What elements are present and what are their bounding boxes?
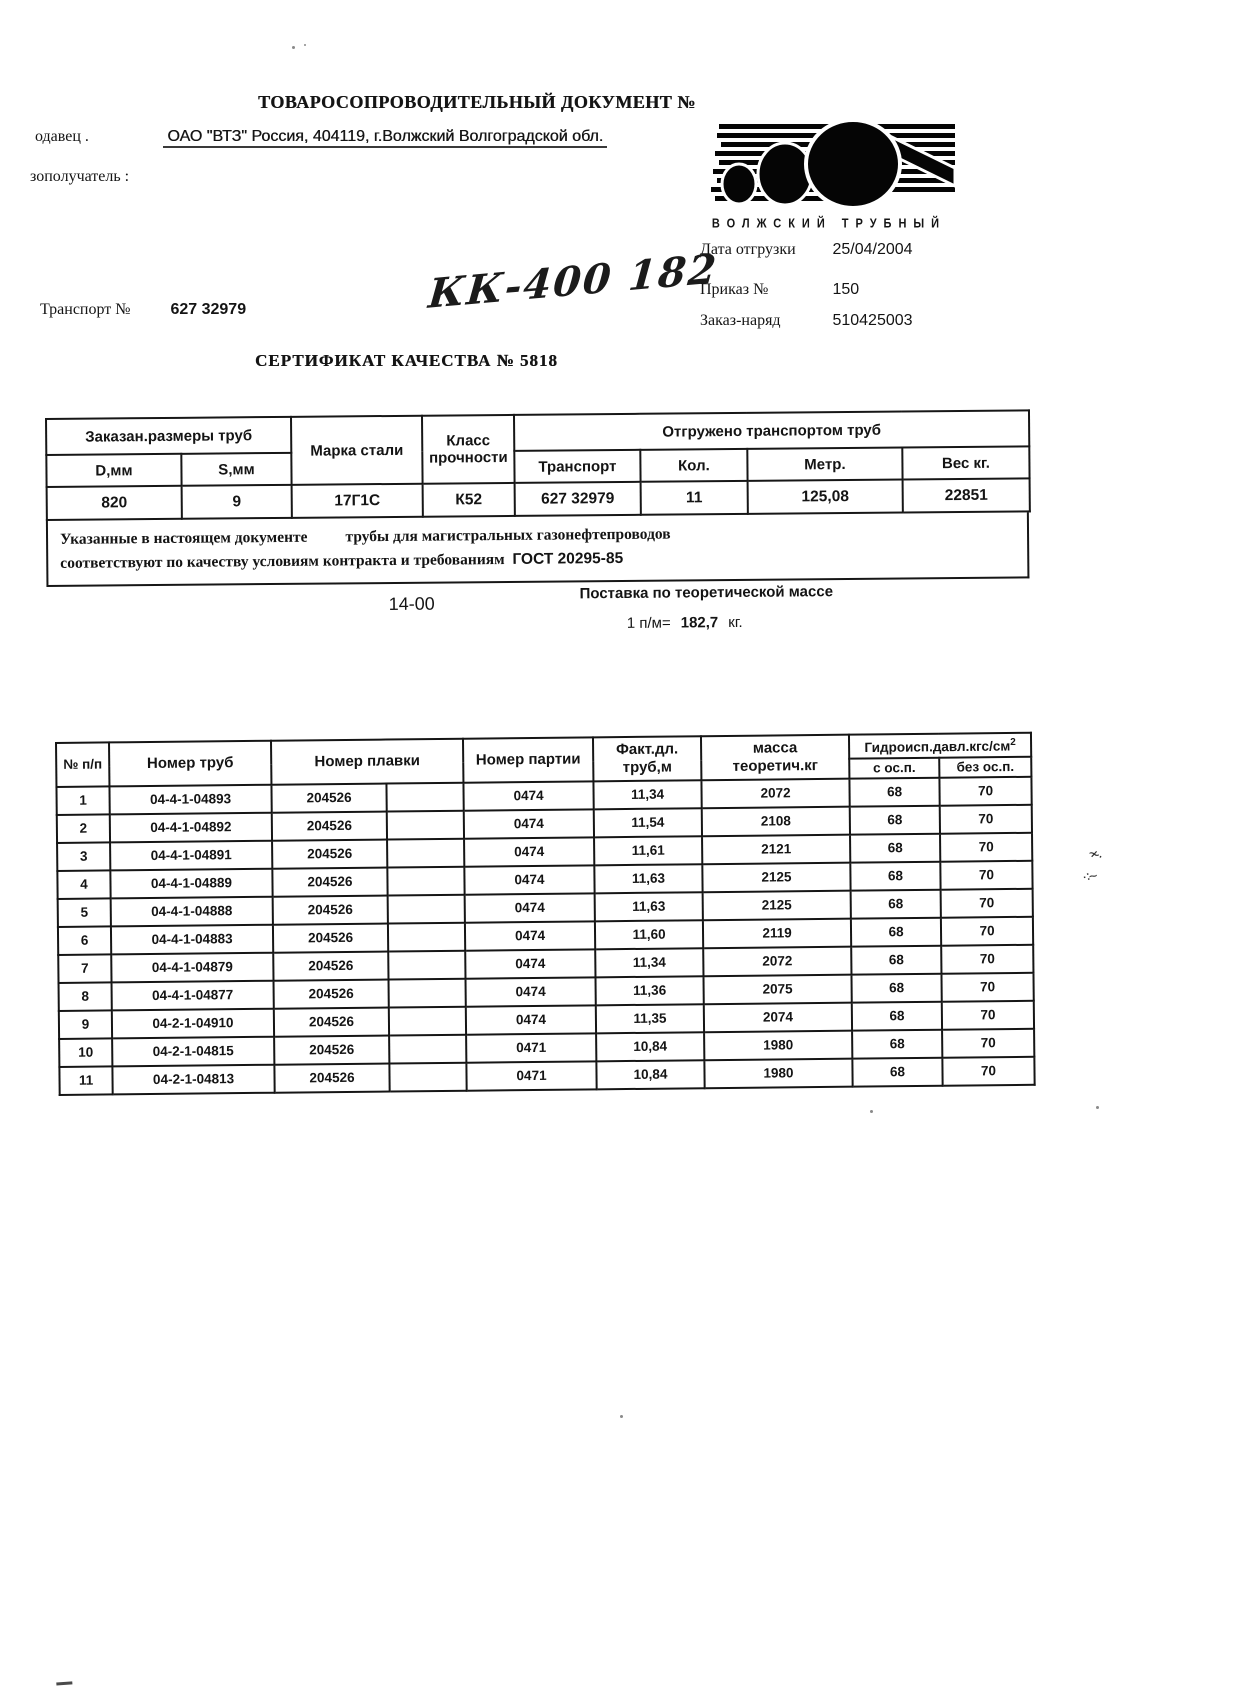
pipe-cell: 04-4-1-04893	[109, 784, 271, 814]
pipe-cell: 11,60	[595, 920, 703, 949]
pipe-cell: 11,35	[596, 1004, 704, 1033]
summary-class-value: К52	[423, 483, 515, 517]
summary-transport-value: 627 32979	[515, 482, 641, 516]
header-s-mm: S,мм	[181, 453, 291, 486]
pipe-cell: 5	[58, 898, 111, 927]
summary-s-value: 9	[182, 485, 292, 519]
pipe-cell: 10,84	[596, 1060, 704, 1089]
header-d-mm: D,мм	[46, 454, 181, 487]
summary-quantity-value: 11	[641, 481, 748, 515]
pipe-cell: 4	[57, 870, 110, 899]
work-order-row	[700, 312, 1040, 330]
pipe-cell: 0474	[464, 865, 594, 894]
statement-line-2: соответствуют по качеству условиям контракта и требованиям ГОСТ 20295-85	[60, 549, 624, 572]
header-steel-grade: Марка стали	[291, 416, 423, 485]
order-label: Приказ №	[700, 281, 769, 298]
pipe-cell: 68	[851, 973, 941, 1002]
summary-weight-value: 22851	[903, 478, 1030, 512]
quality-statement	[46, 512, 1030, 587]
seller-row	[35, 128, 607, 146]
logo-caption: ВОЛЖСКИЙ ТРУБНЫЙ	[711, 217, 947, 231]
pipe-cell: 68	[852, 1029, 942, 1058]
pipe-cell: 11,63	[595, 892, 703, 921]
document-title: ТОВАРОСОПРОВОДИТЕЛЬНЫЙ ДОКУМЕНТ №	[258, 92, 696, 112]
pipe-cell: 68	[851, 889, 941, 918]
pipe-cell: 3	[57, 842, 110, 871]
pipe-cell: 2074	[704, 1002, 852, 1032]
pipe-cell: 0474	[466, 1005, 596, 1034]
scan-noise-dot	[870, 1110, 873, 1113]
work-order-label: Заказ-наряд	[700, 312, 781, 329]
pipe-cell: 0474	[465, 893, 595, 922]
header-actual-length: Факт.дл. труб,м	[593, 736, 701, 781]
summary-d-value: 820	[47, 486, 182, 520]
pipe-cell	[387, 838, 464, 867]
pipe-cell: 2125	[702, 862, 850, 892]
pipe-cell: 0471	[466, 1033, 596, 1062]
pipe-cell: 204526	[273, 951, 388, 980]
pipe-cell: 04-4-1-04888	[111, 896, 273, 926]
header-meters: Метр.	[747, 448, 902, 481]
pipe-cell: 1980	[704, 1058, 852, 1088]
pipe-cell: 70	[940, 804, 1032, 833]
pipe-cell	[386, 782, 463, 811]
pipe-cell	[387, 866, 464, 895]
pipe-cell: 11,34	[595, 948, 703, 977]
pipe-cell: 204526	[274, 1035, 389, 1064]
pipe-cell: 204526	[272, 839, 387, 868]
ink-smudge: ≁·	[1085, 844, 1104, 865]
transport-row	[40, 301, 246, 319]
pipe-cell: 70	[940, 860, 1032, 889]
header-heat-number: Номер плавки	[271, 739, 463, 785]
seller-value: ОАО "ВТЗ" Россия, 404119, г.Волжский Волгоградской обл.	[163, 128, 607, 148]
pipe-cell: 2125	[703, 890, 851, 920]
scan-noise-dot	[304, 44, 306, 46]
ink-smudge: ⁖~	[1080, 867, 1098, 888]
pipe-cell: 04-4-1-04883	[111, 924, 273, 954]
pipe-cell: 70	[941, 972, 1033, 1001]
pipe-cell	[389, 978, 466, 1007]
pipe-cell: 70	[942, 1000, 1034, 1029]
pipe-cell: 70	[939, 776, 1031, 805]
header-hydro-test: $Гидроисп.давл.кгс/см^2$	[849, 733, 1031, 758]
pipe-cell: 11,63	[594, 864, 702, 893]
pipe-cell: 0474	[465, 949, 595, 978]
pipe-cell: 04-4-1-04889	[110, 868, 272, 898]
pipe-cell: 70	[942, 1028, 1034, 1057]
pipe-cell: 11,54	[594, 808, 702, 837]
pipe-cell: 0471	[466, 1061, 596, 1090]
header-shipped: Отгружено транспортом труб	[514, 410, 1029, 450]
pipe-cell: 2119	[703, 918, 851, 948]
pipe-cell: 11,61	[594, 836, 702, 865]
seller-label: одавец .	[35, 128, 89, 145]
pipe-cell	[388, 950, 465, 979]
consignee-label: зополучатель :	[30, 168, 130, 185]
pipe-cell: 04-4-1-04891	[110, 840, 272, 870]
pipe-cell: 7	[58, 954, 111, 983]
pipe-cell: 04-4-1-04892	[110, 812, 272, 842]
pipe-cell: 2108	[702, 806, 850, 836]
pipe-cell: 0474	[464, 809, 594, 838]
pipe-cell: 68	[850, 833, 940, 862]
pipe-cell: 2	[57, 814, 110, 843]
header-quantity: Кол.	[640, 449, 747, 482]
pipe-cell: 70	[940, 832, 1032, 861]
pipe-cell: 204526	[272, 867, 387, 896]
summary-table	[45, 409, 1031, 521]
pipe-cell: 10	[59, 1038, 112, 1067]
pipe-cell: 0474	[463, 781, 593, 810]
pipe-cell: 11,36	[596, 976, 704, 1005]
pipe-cell: 68	[851, 917, 941, 946]
pipe-cell: 8	[59, 982, 112, 1011]
pipe-cell: 204526	[271, 783, 386, 812]
statement-line-1: Указанные в настоящем документе трубы для магистральных газонефтепроводов	[59, 525, 671, 548]
pipes-table-body	[56, 776, 1034, 1094]
pipe-cell	[388, 894, 465, 923]
pipe-cell: 04-4-1-04879	[111, 952, 273, 982]
pipe-cell: 1	[56, 786, 109, 815]
pipe-cell: 70	[941, 944, 1033, 973]
pipe-cell: 204526	[274, 1007, 389, 1036]
pipe-cell: 70	[941, 888, 1033, 917]
pipes-table	[55, 732, 1036, 1096]
summary-meters-value: 125,08	[748, 480, 903, 514]
header-ordered-sizes: Заказан.размеры труб	[46, 417, 291, 455]
pipe-cell: 68	[850, 805, 940, 834]
scan-edge-artifact	[56, 1671, 73, 1685]
pipes-logo-icon	[703, 120, 955, 210]
ship-date-value: 25/04/2004	[832, 241, 913, 258]
pipe-cell: 68	[850, 861, 940, 890]
delivery-time: 14-00	[388, 593, 435, 615]
transport-label: Транспорт №	[40, 301, 131, 318]
pipe-cell: 04-2-1-04815	[112, 1036, 274, 1066]
pipe-cell	[387, 810, 464, 839]
pipe-cell: 0474	[465, 921, 595, 950]
pipe-cell: 04-2-1-04910	[112, 1008, 274, 1038]
pipe-cell: 04-2-1-04813	[112, 1064, 274, 1094]
delivery-note: Поставка по теоретической массе	[579, 583, 834, 603]
ship-date-row	[700, 241, 1040, 259]
ship-date-label: Дата отгрузки	[700, 241, 796, 258]
pipe-cell: 11,34	[593, 780, 701, 809]
order-row	[700, 281, 1040, 299]
pipe-cell: 6	[58, 926, 111, 955]
header-transport: Транспорт	[514, 450, 640, 483]
pipe-cell: 204526	[274, 979, 389, 1008]
pipe-cell: 2072	[703, 946, 851, 976]
pipe-cell: 70	[942, 1056, 1034, 1085]
pipe-cell	[388, 922, 465, 951]
pipe-cell: 68	[852, 1057, 942, 1086]
header-theoretical-mass: масса теоретич.кг	[701, 735, 849, 780]
pipe-cell: 204526	[273, 895, 388, 924]
transport-value: 627 32979	[170, 301, 247, 318]
pipe-cell: 11	[59, 1066, 112, 1095]
pipe-cell: 204526	[273, 923, 388, 952]
pipe-cell: 204526	[274, 1063, 389, 1092]
pipe-cell: 2121	[702, 834, 850, 864]
pipe-cell: 0474	[464, 837, 594, 866]
pipe-cell: 10,84	[596, 1032, 704, 1061]
scan-noise-dot	[292, 46, 295, 49]
header-batch-number: Номер партии	[463, 737, 593, 782]
pipe-cell: 9	[59, 1010, 112, 1039]
pipe-cell: 68	[852, 1001, 942, 1030]
pipe-cell: 68	[849, 777, 939, 806]
certificate-title: СЕРТИФИКАТ КАЧЕСТВА № 5818	[255, 351, 558, 370]
handwritten-note: КК-400 182	[426, 245, 720, 318]
pipe-cell: 204526	[272, 811, 387, 840]
scan-noise-dot	[1096, 1106, 1099, 1109]
header-with-expander: с ос.п.	[849, 757, 939, 778]
work-order-value: 510425003	[832, 312, 913, 329]
order-value: 150	[832, 281, 860, 298]
pipe-cell: 2075	[703, 974, 851, 1004]
pipe-cell: 70	[941, 916, 1033, 945]
header-num: № п/п	[56, 742, 109, 786]
summary-steel-value: 17Г1С	[292, 484, 423, 518]
pipe-cell	[389, 1062, 466, 1091]
pipe-cell	[389, 1006, 466, 1035]
scan-noise-dot	[620, 1415, 623, 1418]
pipe-cell: 0474	[466, 977, 596, 1006]
header-pipe-number: Номер труб	[109, 741, 271, 786]
pipes-section	[55, 732, 1034, 1096]
pipe-cell	[389, 1034, 466, 1063]
header-strength-class: Класс прочности	[422, 415, 515, 484]
pipe-cell: 2072	[701, 778, 849, 808]
pipe-cell: 04-4-1-04877	[112, 980, 274, 1010]
summary-section	[45, 409, 1030, 659]
header-weight: Вес кг.	[902, 446, 1029, 479]
company-logo	[703, 120, 955, 230]
header-without-expander: без ос.п.	[939, 756, 1031, 777]
per-meter-weight: 1 п/м= 182,7 кг.	[626, 613, 743, 632]
pipe-cell: 68	[851, 945, 941, 974]
pipe-cell: 1980	[704, 1030, 852, 1060]
delivery-info	[46, 578, 1030, 659]
